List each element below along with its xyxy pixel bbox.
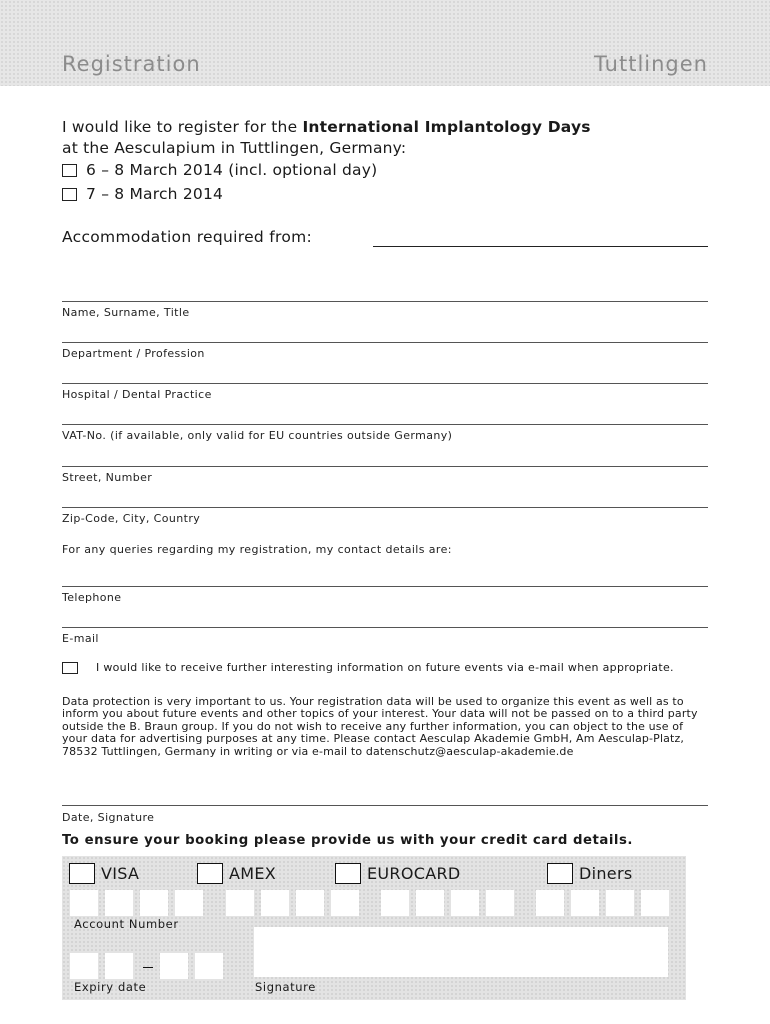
account-digit-field[interactable] [296, 890, 324, 916]
account-digit-field[interactable] [451, 890, 479, 916]
account-digit-field[interactable] [331, 890, 359, 916]
expiry-date-label: Expiry date [74, 980, 147, 994]
expiry-separator [143, 967, 153, 968]
amex-label: AMEX [229, 864, 277, 883]
eurocard-label: EUROCARD [367, 864, 461, 883]
telephone-label: Telephone [62, 591, 122, 604]
event-name: International Implantology Days [302, 118, 591, 136]
credit-card-panel [62, 856, 686, 1000]
account-digit-field[interactable] [70, 890, 98, 916]
street-field[interactable] [62, 466, 708, 467]
account-number-label: Account Number [74, 917, 179, 931]
option-full-event-label: 6 – 8 March 2014 (incl. optional day) [86, 161, 378, 179]
accommodation-label: Accommodation required from: [62, 228, 313, 246]
date-signature-field[interactable] [62, 805, 708, 806]
account-digit-field[interactable] [606, 890, 634, 916]
zip-label: Zip-Code, City, Country [62, 512, 201, 525]
account-digit-field[interactable] [261, 890, 289, 916]
intro-location: at the Aesculapium in Tuttlingen, Germany: [62, 139, 407, 157]
newsletter-text: I would like to receive further interesting information on future events via e-mail when appropriate. [96, 661, 674, 674]
option-full-event-checkbox[interactable] [62, 164, 77, 177]
expiry-digit-field[interactable] [105, 953, 133, 979]
option-short-event-checkbox[interactable] [62, 188, 77, 201]
email-label: E-mail [62, 632, 99, 645]
street-label: Street, Number [62, 471, 153, 484]
name-field[interactable] [62, 301, 708, 302]
account-digit-field[interactable] [486, 890, 514, 916]
vat-field[interactable] [62, 424, 708, 425]
page-title: Registration [62, 52, 201, 76]
account-digit-field[interactable] [175, 890, 203, 916]
eurocard-option[interactable] [335, 863, 461, 884]
expiry-digit-field[interactable] [70, 953, 98, 979]
visa-option[interactable] [69, 863, 139, 884]
amex-option[interactable] [197, 863, 276, 884]
account-digit-field[interactable] [571, 890, 599, 916]
telephone-field[interactable] [62, 586, 708, 587]
department-label: Department / Profession [62, 347, 205, 360]
contact-intro: For any queries regarding my registration, my contact details are: [62, 543, 452, 556]
date-signature-label: Date, Signature [62, 811, 155, 824]
account-digit-field[interactable] [416, 890, 444, 916]
account-digit-field[interactable] [381, 890, 409, 916]
booking-note: To ensure your booking please provide us with your credit card details. [62, 833, 633, 848]
visa-label: VISA [101, 864, 140, 883]
zip-field[interactable] [62, 507, 708, 508]
vat-label: VAT-No. (if available, only valid for EU countries outside Germany) [62, 429, 453, 442]
option-short-event-label: 7 – 8 March 2014 [86, 185, 224, 203]
accommodation-field[interactable] [373, 246, 708, 247]
newsletter-optin[interactable] [62, 661, 686, 674]
diners-checkbox[interactable] [547, 863, 573, 884]
newsletter-checkbox[interactable] [62, 662, 78, 674]
option-full-event[interactable] [62, 161, 377, 179]
option-short-event[interactable] [62, 185, 223, 203]
account-digit-field[interactable] [536, 890, 564, 916]
account-digit-field[interactable] [641, 890, 669, 916]
account-digit-field[interactable] [140, 890, 168, 916]
visa-checkbox[interactable] [69, 863, 95, 884]
amex-checkbox[interactable] [197, 863, 223, 884]
diners-label: Diners [579, 864, 633, 883]
email-field[interactable] [62, 627, 708, 628]
expiry-digit-field[interactable] [195, 953, 223, 979]
eurocard-checkbox[interactable] [335, 863, 361, 884]
registration-intro [62, 117, 591, 159]
location-title: Tuttlingen [594, 52, 708, 76]
page-header [0, 0, 770, 86]
department-field[interactable] [62, 342, 708, 343]
diners-option[interactable] [547, 863, 632, 884]
signature-label: Signature [255, 980, 316, 994]
expiry-digit-field[interactable] [160, 953, 188, 979]
account-digit-field[interactable] [105, 890, 133, 916]
account-digit-field[interactable] [226, 890, 254, 916]
intro-prefix: I would like to register for the [62, 118, 303, 136]
card-signature-field[interactable] [254, 927, 668, 977]
hospital-field[interactable] [62, 383, 708, 384]
hospital-label: Hospital / Dental Practice [62, 388, 212, 401]
privacy-notice: Data protection is very important to us. Your registration data will be used to organize this event as well as to inform you about future events and other topics of your interest. Your data will not be passed on to a third party outside the B. Braun group. If you do not wish to receive any further information, you can object to the use of your data for advertising purposes at any time. Please contact Aesculap Akademie GmbH, Am Aesculap-Platz, 78532 Tuttlingen, Germany in writing or via e-mail to datenschutz@aesculap-akademie.de [62, 695, 698, 758]
name-label: Name, Surname, Title [62, 306, 190, 319]
